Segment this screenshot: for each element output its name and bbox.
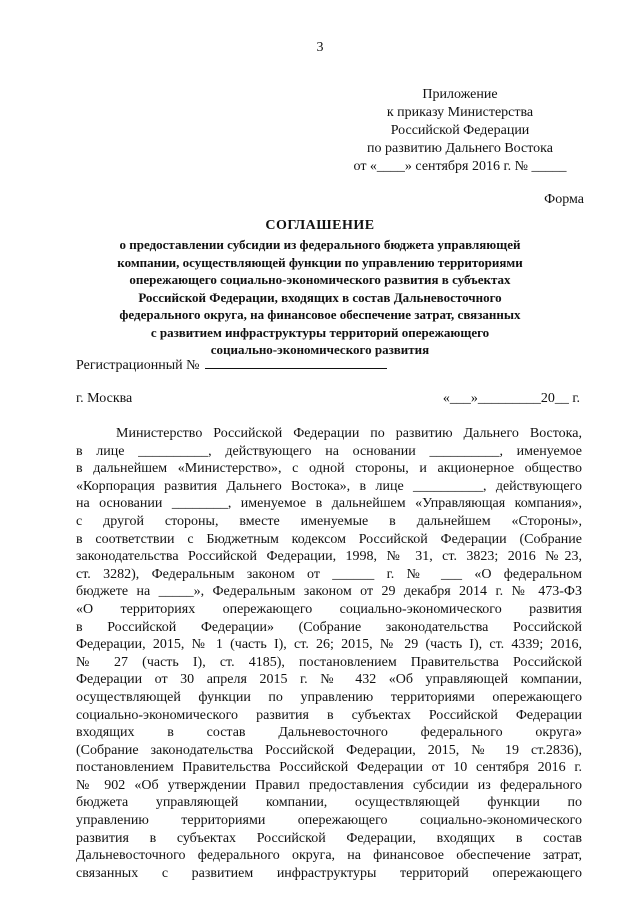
- body-line: на основании ________, именуемое в дальнейшем «Управляющая компания»,: [76, 496, 582, 512]
- subtitle-line: федерального округа, на финансовое обеспечение затрат, связанных: [119, 307, 521, 322]
- body-line: ст. 3282), Федеральным законом от ______ г. № ___ «О федеральном: [76, 566, 582, 582]
- registration-number-line: [76, 357, 387, 374]
- body-line: Федерации от 30 апреля 2015 г. № 432 «Об управляющей компании,: [76, 672, 582, 688]
- registration-label: Регистрационный №: [76, 358, 200, 373]
- body-line: Федерации, 2015, № 1 (часть I), ст. 26; 2015, № 29 (часть I), ст. 4339; 2016,: [76, 637, 582, 653]
- document-title: СОГЛАШЕНИЕ: [265, 218, 375, 233]
- agreement-body: [76, 425, 582, 882]
- date-line: «___»_________20__ г.: [442, 391, 580, 406]
- document-subtitle: [80, 236, 560, 359]
- subtitle-line: с развитием инфраструктуры территорий опережающего: [150, 324, 490, 340]
- subtitle-line: о предоставлении субсидии из федерального бюджета управляющей: [119, 237, 521, 252]
- body-line: управлению территориями опережающего социально-экономического: [76, 813, 582, 829]
- body-line: связанных с развитием инфраструктуры территорий опережающего: [76, 865, 582, 881]
- body-line: «О территориях опережающего социально-экономического развития: [76, 601, 582, 617]
- body-line: постановлением Правительства Российской Федерации от 10 сентября 2016 г.: [76, 760, 582, 776]
- appendix-line: Приложение: [422, 87, 498, 102]
- subtitle-line: Российской Федерации, входящих в состав Дальневосточного: [138, 289, 502, 305]
- registration-number-field: [205, 357, 387, 369]
- body-line: бюджета управляющей компании, осуществляющей функции по: [76, 795, 582, 811]
- subtitle-line: опережающего социально-экономического развития в субъектах: [129, 272, 511, 287]
- body-line: входящих в состав Дальневосточного федерального округа»: [76, 725, 582, 741]
- body-line: законодательства Российской Федерации, 1998, № 31, ст. 3823; 2016 №23,: [76, 549, 582, 565]
- body-line: в соответствии с Бюджетным кодексом Российской Федерации (Собрание: [76, 531, 582, 547]
- body-line: в дальнейшем «Министерство», с одной стороны, и акционерное общество: [76, 461, 582, 477]
- body-line: (Собрание законодательства Российской Федерации, 2015, № 19 ст.2836),: [76, 742, 582, 758]
- city: г. Москва: [76, 391, 133, 406]
- body-line: Дальневосточного федерального округа, на финансовое обеспечение затрат,: [76, 848, 582, 864]
- body-line: в лице __________, действующего на основании __________, именуемое: [76, 443, 582, 459]
- body-line: осуществляющей функции по управлению территориями опережающего: [76, 689, 582, 705]
- body-line: развития в субъектах Российской Федерации, входящих в состав: [76, 830, 582, 846]
- body-line: «Корпорация развития Дальнего Востока», в лице __________, действующего: [76, 478, 582, 494]
- appendix-line: от «____» сентября 2016 г. № _____: [353, 159, 567, 174]
- body-line: социально-экономического развития в субъектах Российской Федерации: [76, 707, 582, 723]
- body-line: № 27 (часть I), ст. 4185), постановлением Правительства Российской: [76, 654, 582, 670]
- appendix-block: [330, 86, 590, 176]
- form-label: Форма: [544, 192, 584, 207]
- body-line: бюджете на _____», Федеральным законом от 29 декабря 2014 г. № 473-ФЗ: [76, 584, 582, 600]
- appendix-line: по развитию Дальнего Востока: [367, 141, 553, 156]
- body-line: № 902 «Об утверждении Правил предоставления субсидии из федерального: [76, 777, 582, 793]
- page-number: 3: [316, 40, 324, 55]
- appendix-line: Российской Федерации: [390, 123, 530, 138]
- subtitle-line: компании, осуществляющей функции по управлению территориями: [117, 254, 523, 270]
- subtitle-line: социально-экономического развития: [210, 342, 430, 357]
- body-line: с другой стороны, вместе именуемые в дальнейшем «Стороны»,: [76, 513, 582, 529]
- body-line: Министерство Российской Федерации по развитию Дальнего Востока,: [116, 426, 582, 441]
- appendix-line: к приказу Министерства: [386, 105, 534, 120]
- body-line: в Российской Федерации» (Собрание законодательства Российской: [76, 619, 582, 635]
